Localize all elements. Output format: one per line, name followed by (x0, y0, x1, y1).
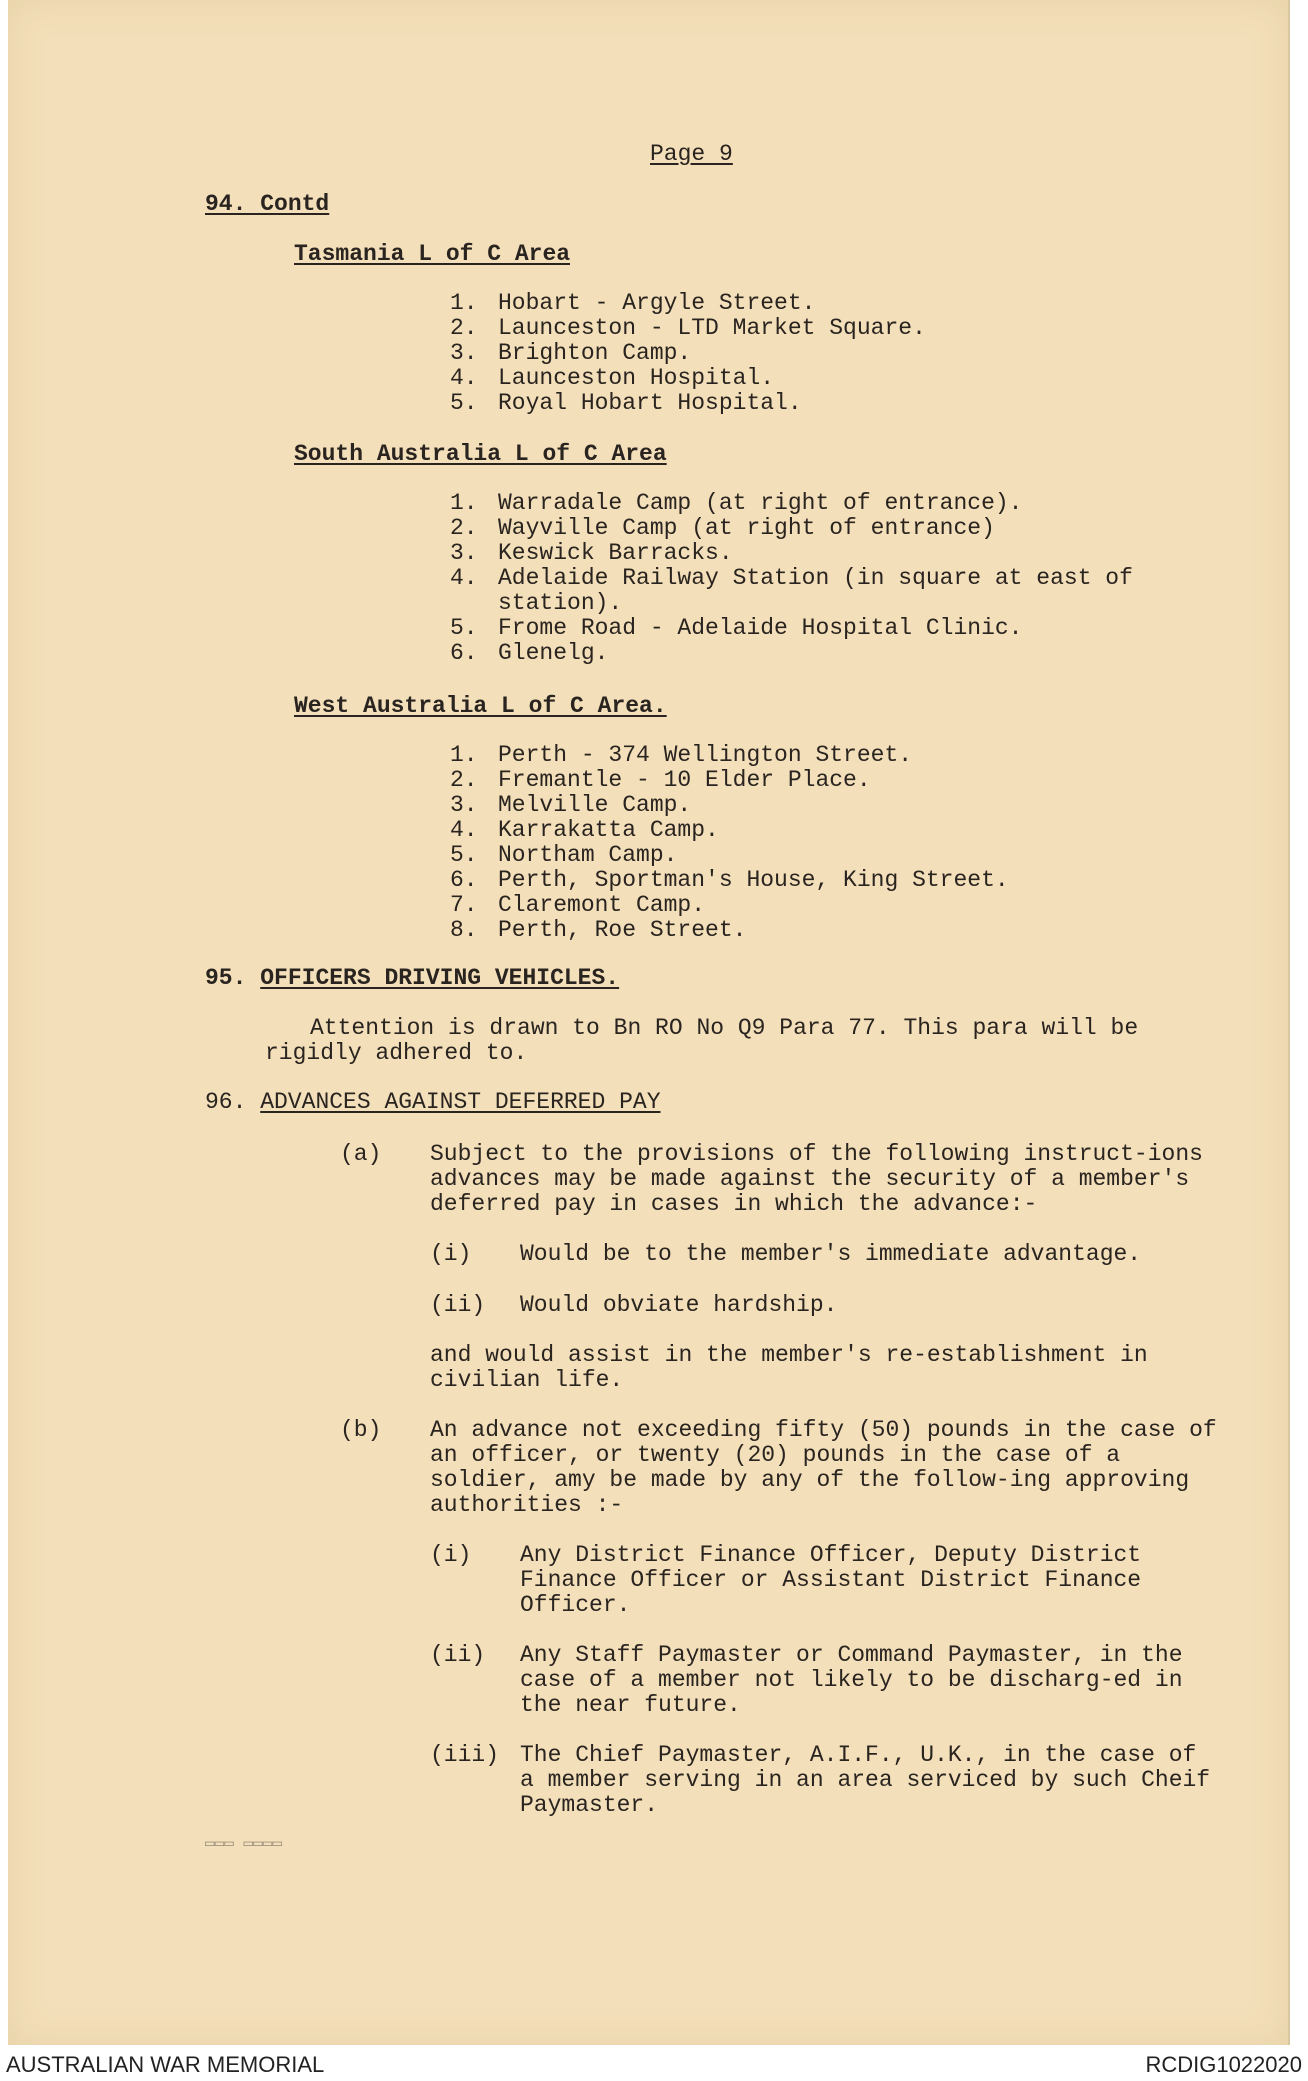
para-96-b-i (430, 1543, 1220, 1618)
para-96-a-i-label: (i) (430, 1241, 472, 1267)
west-australia-list (450, 743, 1210, 943)
list-item: 3. Melville Camp. (450, 792, 692, 818)
tasmania-list (450, 291, 1210, 416)
para-96-b-iii (430, 1743, 1220, 1818)
list-item: 2. Wayville Camp (at right of entrance) (450, 515, 995, 541)
para-96-a-ii-label: (ii) (430, 1292, 486, 1318)
list-item: 4. Launceston Hospital. (450, 365, 775, 391)
list-item: 5. Royal Hobart Hospital. (450, 390, 802, 416)
para-96-b (340, 1418, 1220, 1518)
list-item: 8. Perth, Roe Street. (450, 917, 747, 943)
footer-source: AUSTRALIAN WAR MEMORIAL (6, 2052, 325, 2077)
para-96-a-label: (a) (340, 1141, 382, 1167)
list-item: 4. Adelaide Railway Station (in square at east of station). (450, 565, 1133, 616)
list-item: 2. Fremantle - 10 Elder Place. (450, 767, 871, 793)
para-96-number: 96. (205, 1089, 247, 1115)
list-item: 5. Frome Road - Adelaide Hospital Clinic. (450, 615, 1023, 641)
list-item: 1. Hobart - Argyle Street. (450, 290, 816, 316)
para-96-heading (205, 1090, 661, 1115)
south-australia-title: South Australia L of C Area (294, 441, 667, 467)
para-96-b-iii-text: The Chief Paymaster, A.I.F., U.K., in the case of a member serving in an area serviced by such Cheif Paymaster. (520, 1742, 1211, 1818)
west-australia-title: West Australia L of C Area. (294, 693, 667, 719)
para-96-a-i-text: Would be to the member's immediate advantage. (520, 1241, 1142, 1267)
para-96-a-ii (430, 1293, 1220, 1318)
faint-stamp-mark: ▭▭▭ ▭▭▭▭ (205, 1835, 283, 1853)
list-item: 3. Keswick Barracks. (450, 540, 733, 566)
south-australia-list (450, 491, 1210, 666)
para-96-b-ii-text: Any Staff Paymaster or Command Paymaster, in the case of a member not likely to be discharg-ed in the near future. (520, 1642, 1183, 1718)
list-item: 6. Glenelg. (450, 640, 609, 666)
para-96-title: ADVANCES AGAINST DEFERRED PAY (260, 1089, 661, 1115)
para-96-b-ii (430, 1643, 1220, 1718)
para-95-text: Attention is drawn to Bn RO No Q9 Para 77. This para will be rigidly adhered to. (265, 1015, 1139, 1066)
para-96-b-iii-label: (iii) (430, 1742, 500, 1768)
list-item: 3. Brighton Camp. (450, 340, 692, 366)
para-95-title: OFFICERS DRIVING VEHICLES. (260, 965, 620, 991)
list-item: 5. Northam Camp. (450, 842, 678, 868)
page-label: Page 9 (650, 141, 733, 167)
para-96-a-ii-text: Would obviate hardship. (520, 1292, 838, 1318)
tasmania-title: Tasmania L of C Area (294, 241, 571, 267)
para-96-b-label: (b) (340, 1417, 382, 1443)
para-96-a-tail: and would assist in the member's re-establishment in civilian life. (430, 1342, 1148, 1393)
list-item: 1. Warradale Camp (at right of entrance). (450, 490, 1023, 516)
list-item: 7. Claremont Camp. (450, 892, 706, 918)
list-item: 1. Perth - 374 Wellington Street. (450, 742, 913, 768)
para-96-b-i-text: Any District Finance Officer, Deputy District Finance Officer or Assistant District Finance Officer. (520, 1542, 1142, 1618)
list-item: 4. Karrakatta Camp. (450, 817, 719, 843)
para-96-a-i (430, 1242, 1220, 1267)
list-item: 2. Launceston - LTD Market Square. (450, 315, 926, 341)
list-item: 6. Perth, Sportman's House, King Street. (450, 867, 1009, 893)
para-96-b-i-label: (i) (430, 1542, 472, 1568)
para-96-b-text: An advance not exceeding fifty (50) pounds in the case of an officer, or twenty (20) pounds in the case of a soldier, amy be made by any of the follow-ing approving authorities :- (430, 1417, 1217, 1518)
para-95-number: 95. (205, 965, 247, 991)
footer-record-id: RCDIG1022020 (1145, 2052, 1302, 2077)
footer-bar (0, 2050, 1308, 2081)
para-96-a (340, 1142, 1220, 1217)
para-96-b-ii-label: (ii) (430, 1642, 486, 1668)
para-94-heading: 94. Contd (205, 191, 330, 217)
para-96-a-text: Subject to the provisions of the following instruct-ions advances may be made against the security of a member's deferred pay in cases in which the advance:- (430, 1141, 1203, 1217)
para-95-heading (205, 966, 619, 991)
